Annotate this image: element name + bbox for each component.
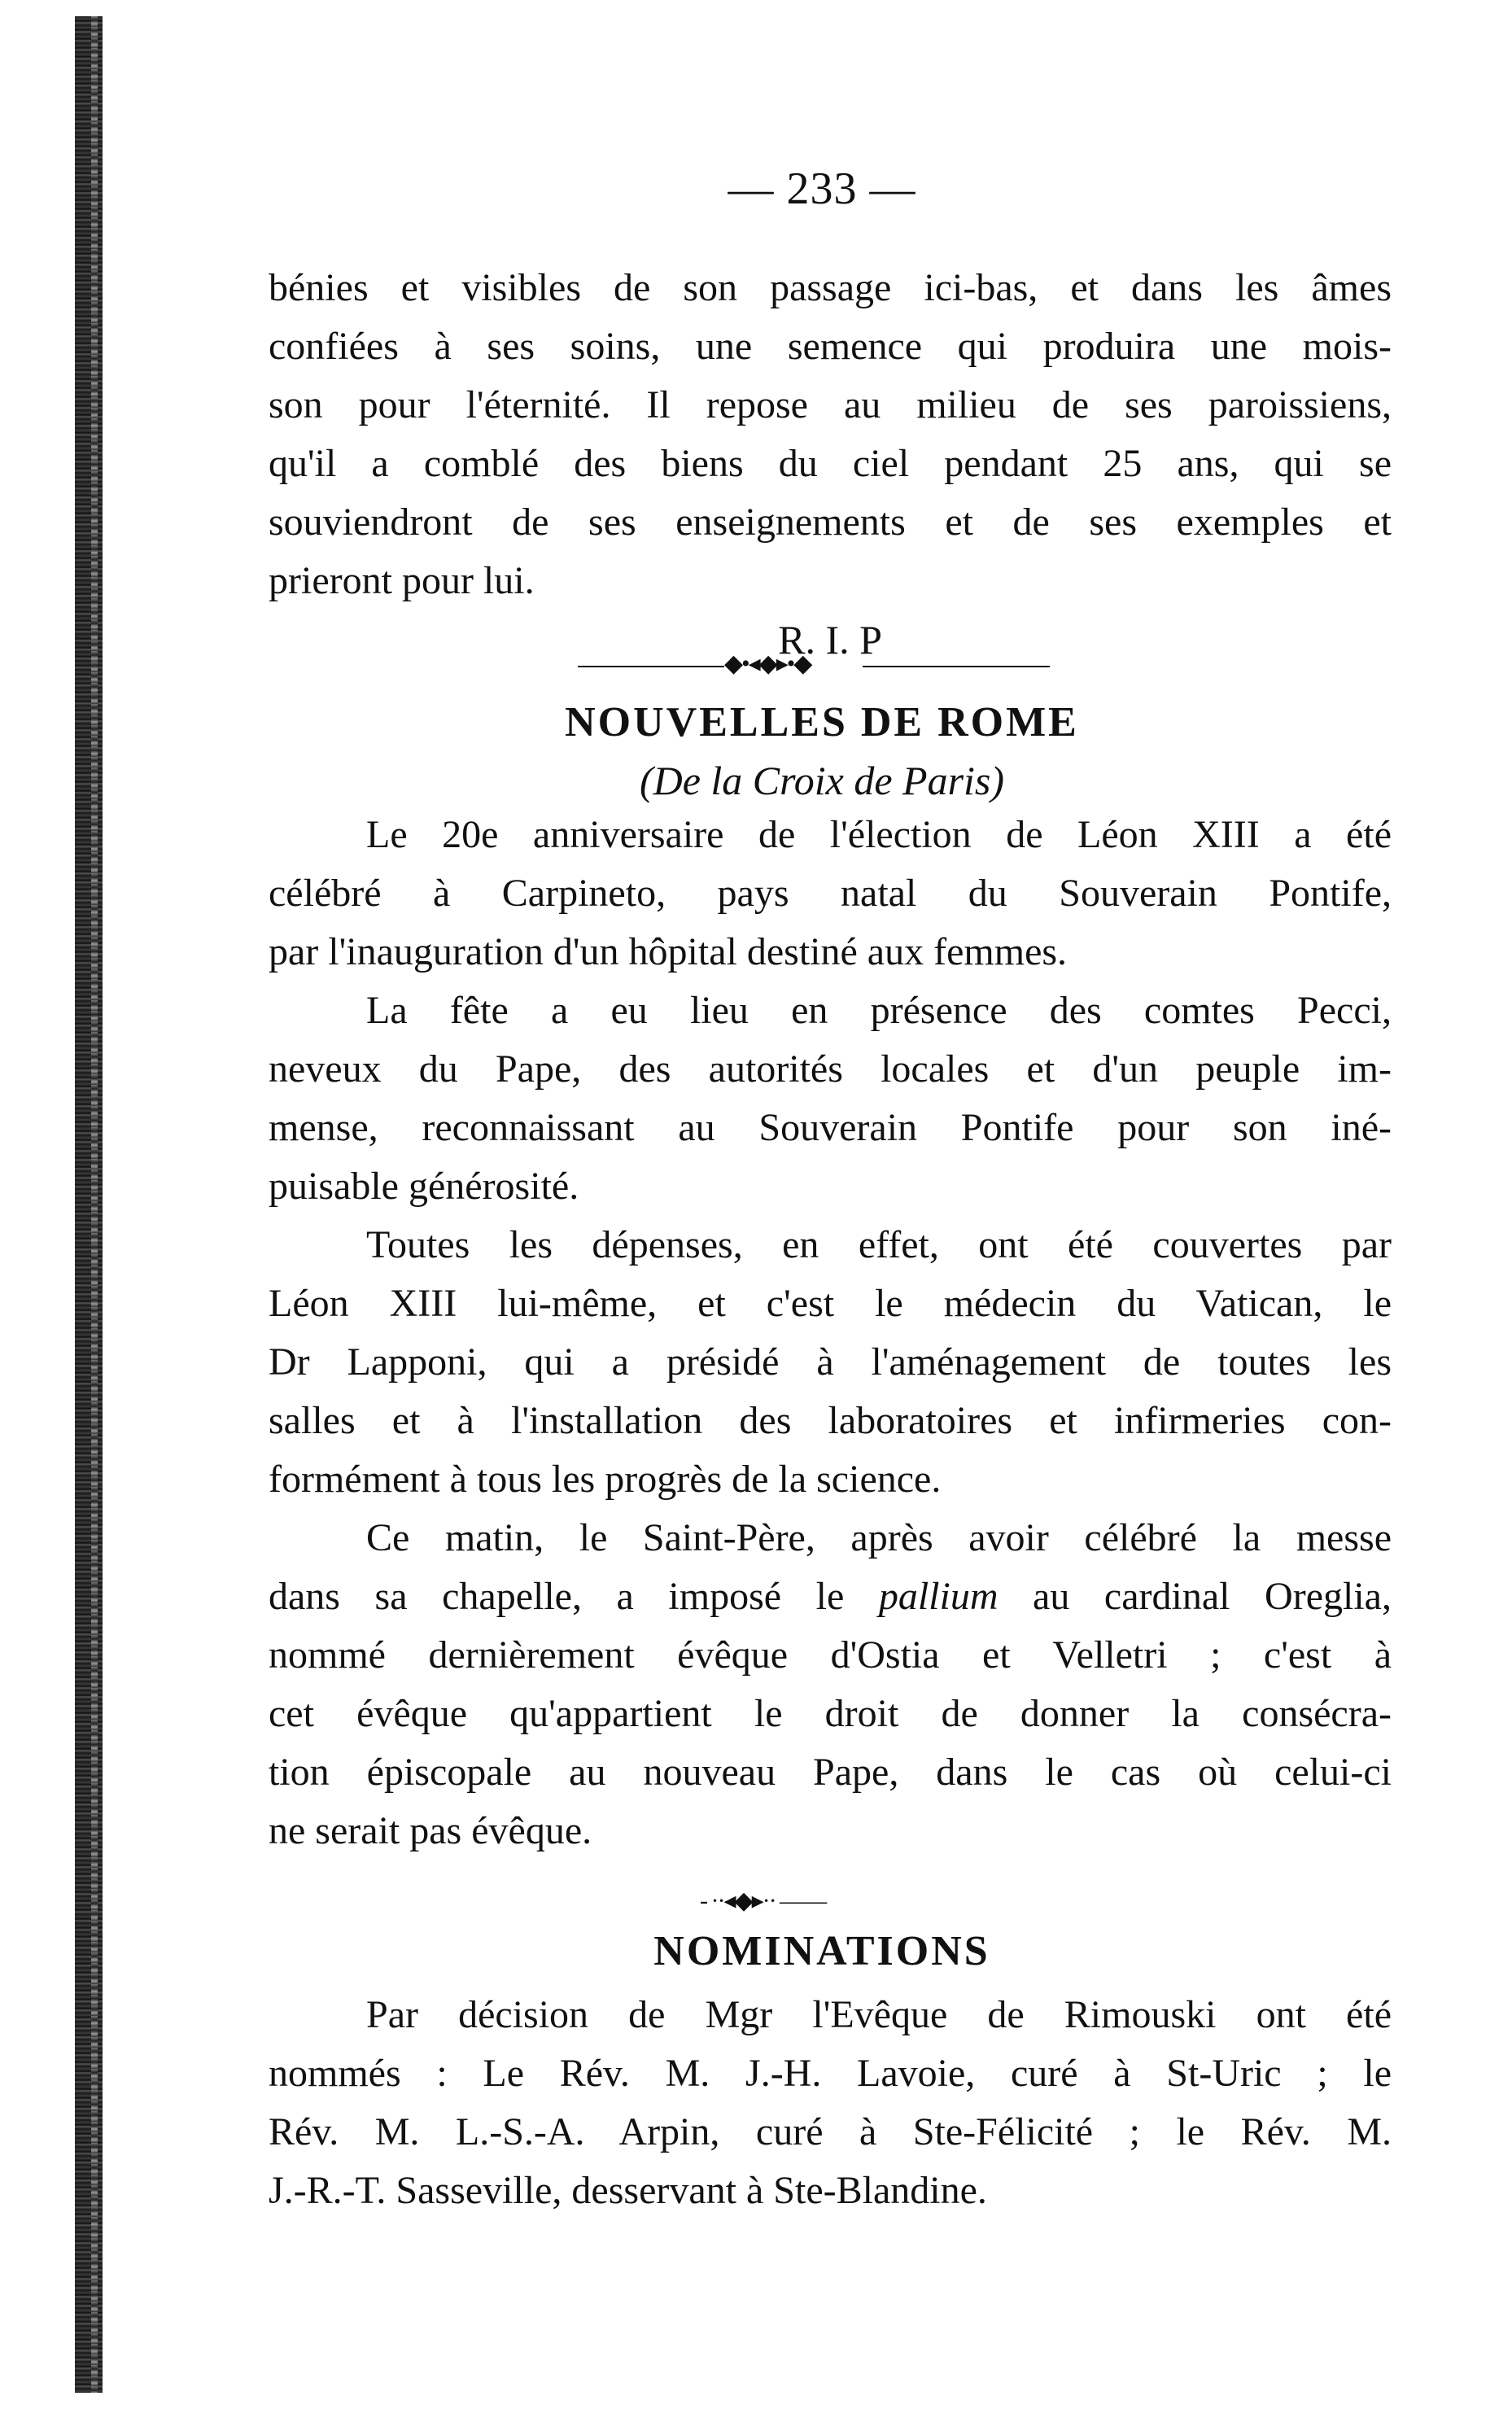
text-line: cet évêque qu'appartient le droit de donner la consécra- [269,1692,1392,1735]
ornament-icon: ◆•◂◆▸•◆ [724,650,811,677]
text-line: Rév. M. L.-S.-A. Arpin, curé à Ste-Félicité ; le Rév. M. [269,2110,1392,2153]
separator-rule-right [863,666,1050,667]
text-line: puisable générosité. [269,1165,579,1208]
text-line: Léon XIII lui-même, et c'est le médecin du Vatican, le [269,1282,1392,1325]
text-line: Le 20e anniversaire de l'élection de Léon XIII a été [366,813,1392,856]
text-line: souviendront de ses enseignements et de ses exemples et [269,501,1392,544]
text-line: Dr Lapponi, qui a présidé à l'aménagement de toutes les [269,1340,1392,1384]
text-line: mense, reconnaissant au Souverain Pontife pour son iné- [269,1106,1392,1149]
text-line: Par décision de Mgr l'Evêque de Rimouski ont été [366,1993,1392,2036]
page-number: — 233 — [728,164,916,214]
text-line: neveux du Pape, des autorités locales et d'un peuple im- [269,1047,1392,1091]
text-line: confiées à ses soins, une semence qui produira une mois- [269,325,1392,368]
section-heading-rome: NOUVELLES DE ROME [565,699,1079,745]
text-line: formément à tous les progrès de la science. [269,1458,942,1501]
rip-line: R. I. P [778,617,882,662]
text-line: Toutes les dépenses, en effet, ont été couvertes par [366,1223,1392,1266]
text-line: célébré à Carpineto, pays natal du Souverain Pontife, [269,872,1392,915]
text-line: tion épiscopale au nouveau Pape, dans le cas où celui-ci [269,1751,1392,1794]
text-line: qu'il a comblé des biens du ciel pendant 25 ans, qui se [269,442,1392,485]
ornament-small-icon: - ··◂◆▸·· —— [700,1887,826,1914]
text-line: J.-R.-T. Sasseville, desservant à Ste-Blandine. [269,2169,987,2212]
text-line: nommés : Le Rév. M. J.-H. Lavoie, curé à St-Uric ; le [269,2052,1392,2095]
text-fragment: au cardinal Oreglia, [998,1575,1392,1618]
text-line: salles et à l'installation des laboratoires et infirmeries con- [269,1399,1392,1442]
book-page [244,0,1400,2409]
intro-paragraph [269,259,1392,669]
italic-term: pallium [878,1575,999,1618]
section-heading-nominations: NOMINATIONS [653,1928,990,1974]
text-line: ne serait pas évêque. [269,1809,592,1852]
text-line: La fête a eu lieu en présence des comtes Pecci, [366,989,1392,1032]
book-spine-edge [75,16,103,2393]
rome-article [269,806,1392,1860]
text-line-pallium [269,1567,1392,1626]
text-fragment: dans sa chapelle, a imposé le [269,1575,879,1618]
text-line: nommé dernièrement évêque d'Ostia et Velletri ; c'est à [269,1633,1392,1677]
text-line: prieront pour lui. [269,559,535,602]
text-line: par l'inauguration d'un hôpital destiné aux femmes. [269,930,1068,973]
nominations-article [269,1986,1392,2220]
separator-rule-left [578,666,724,667]
text-line: bénies et visibles de son passage ici-bas, et dans les âmes [269,266,1392,309]
source-attribution: (De la Croix de Paris) [639,758,1005,803]
text-line: son pour l'éternité. Il repose au milieu de ses paroissiens, [269,383,1392,426]
book-spine-shadow [91,16,98,2393]
text-line: Ce matin, le Saint-Père, après avoir célébré la messe [366,1516,1392,1559]
